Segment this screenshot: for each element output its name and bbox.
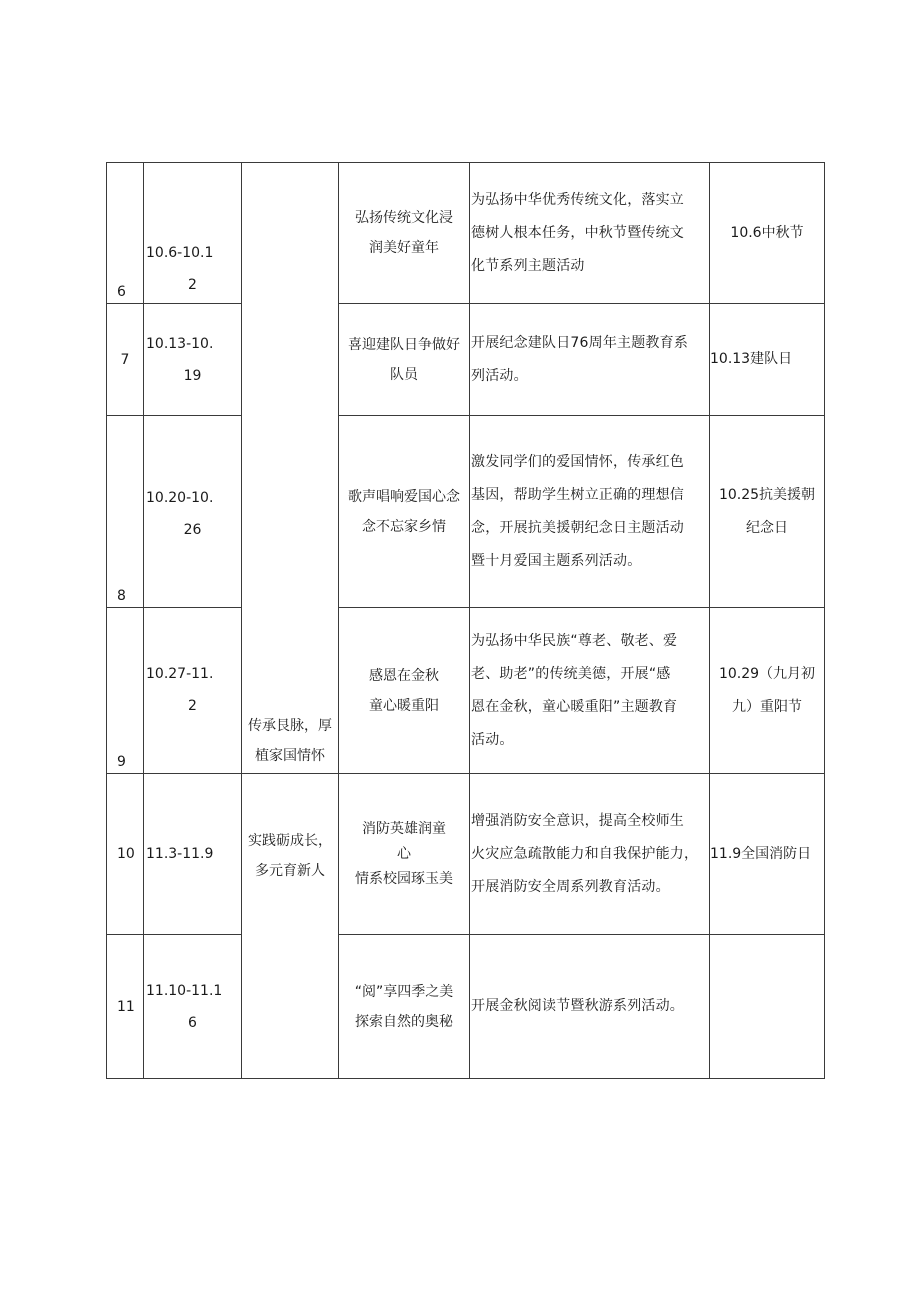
activity-schedule-table [106, 162, 825, 1079]
date-range: 10.6-10.1 2 [144, 163, 242, 304]
table-row [107, 774, 825, 935]
activity-title: 弘扬传统文化浸 润美好童年 [339, 163, 470, 304]
activity-description: 开展金秋阅读节暨秋游系列活动。 [470, 935, 710, 1079]
date-range: 10.27-11. 2 [144, 608, 242, 774]
activity-title: 消防英雄润童 心 情系校园琢玉美 [339, 774, 470, 935]
festival-note [710, 935, 825, 1079]
date-range: 10.13-10. 19 [144, 304, 242, 416]
row-number: 8 [107, 416, 144, 608]
table-row [107, 935, 825, 1079]
theme-cell-heritage: 传承艮脉，厚 植家国情怀 [242, 163, 339, 774]
row-number: 10 [107, 774, 144, 935]
activity-title: 喜迎建队日争做好 队员 [339, 304, 470, 416]
activity-title: 歌声唱响爱国心念 念不忘家乡情 [339, 416, 470, 608]
table-row [107, 163, 825, 304]
activity-title: 感恩在金秋 童心暖重阳 [339, 608, 470, 774]
activity-title: “阅”享四季之美 探索自然的奥秘 [339, 935, 470, 1079]
row-number: 11 [107, 935, 144, 1079]
festival-note: 10.6中秋节 [710, 163, 825, 304]
row-number: 9 [107, 608, 144, 774]
row-number: 7 [107, 304, 144, 416]
table-row [107, 304, 825, 416]
festival-note: 11.9全国消防日 [710, 774, 825, 935]
activity-description: 开展纪念建队日76周年主题教育系 列活动。 [470, 304, 710, 416]
activity-description: 激发同学们的爱国情怀，传承红色 基因，帮助学生树立正确的理想信 念，开展抗美援朝纪念日主题活动 暨十月爱国主题系列活动。 [470, 416, 710, 608]
date-range: 11.10-11.1 6 [144, 935, 242, 1079]
date-range: 11.3-11.9 [144, 774, 242, 935]
date-range: 10.20-10. 26 [144, 416, 242, 608]
activity-description: 增强消防安全意识，提高全校师生 火灾应急疏散能力和自我保护能力， 开展消防安全周系列教育活动。 [470, 774, 710, 935]
festival-note: 10.29（九月初 九）重阳节 [710, 608, 825, 774]
table-row [107, 608, 825, 774]
activity-description: 为弘扬中华优秀传统文化，落实立 德树人根本任务，中秋节暨传统文 化节系列主题活动 [470, 163, 710, 304]
festival-note: 10.13建队日 [710, 304, 825, 416]
theme-cell-practice: 实践砺成长， 多元育新人 [242, 774, 339, 1079]
activity-description: 为弘扬中华民族“尊老、敬老、爱 老、助老”的传统美德，开展“感 恩在金秋，童心暖重阳”主题教育 活动。 [470, 608, 710, 774]
festival-note: 10.25抗美援朝 纪念日 [710, 416, 825, 608]
table-row [107, 416, 825, 608]
row-number: 6 [107, 163, 144, 304]
